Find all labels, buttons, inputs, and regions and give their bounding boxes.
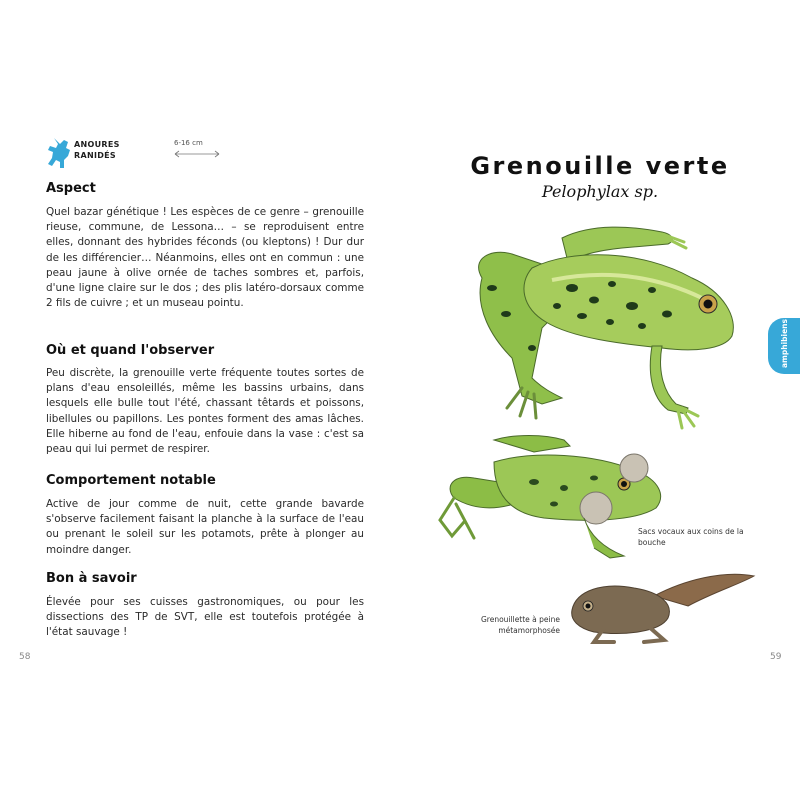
family-line-1: ANOURES bbox=[74, 140, 120, 149]
section-title-where-when: Où et quand l'observer bbox=[46, 343, 215, 358]
section-text-aspect: Quel bazar génétique ! Les espèces de ce genre – grenouille rieuse, commune, de Lessona… – se reproduisent entre elles, donnant des hybrides féconds (ou kleptons) ! Dur dur de les différencier… Néanmoins, elles ont en commun : une peau jaune à olive ornée de taches sombres et, parfois, d'une ligne claire sur le dos ; des plis latéro-dorsaux comme 2 fils de cuivre ; et un museau pointu. bbox=[46, 206, 364, 310]
family-line-2: RANIDÉS bbox=[74, 151, 116, 160]
caption-vocal-sacs: Sacs vocaux aux coins de la bouche bbox=[638, 527, 744, 547]
page-number-right: 59 bbox=[770, 652, 782, 662]
taxonomy-tag bbox=[46, 136, 206, 176]
section-title-good-to-know: Bon à savoir bbox=[46, 571, 137, 586]
family-label bbox=[74, 139, 120, 161]
section-title-behavior: Comportement notable bbox=[46, 473, 216, 488]
froglet-illustration bbox=[564, 562, 764, 652]
adult-frog-illustration bbox=[462, 218, 752, 444]
section-text-where-when: Peu discrète, la grenouille verte fréquente toutes sortes de plans d'eau ensoleillés, même les bassins urbains, dans lesquels elle bulle tout l'été, chassant têtards et poissons, libellules ou papillons. Les pontes forment des amas lâches. Elle hiberne au fond de l'eau, enfouie dans la vase : c'est sa peau qui lui permet de respirer. bbox=[46, 367, 364, 456]
size-range: 6-16 cm bbox=[174, 139, 203, 147]
section-title-aspect: Aspect bbox=[46, 181, 96, 196]
caption-froglet: Grenouillette à peine métamorphosée bbox=[481, 615, 560, 635]
page-number-left: 58 bbox=[19, 652, 31, 662]
section-text-good-to-know: Élevée pour ses cuisses gastronomiques, ou pour les dissections des TP de SVT, elle est toutefois protégée à l'état sauvage ! bbox=[46, 596, 364, 639]
category-tab-label: amphibiens bbox=[780, 319, 789, 368]
section-text-behavior: Active de jour comme de nuit, cette grande bavarde s'observe facilement faisant la planche à la surface de l'eau ou prenant le soleil sur les potamots, prête à plonger au moindre danger. bbox=[46, 498, 364, 556]
species-title: Grenouille verte bbox=[470, 152, 730, 180]
category-tab[interactable] bbox=[768, 318, 800, 374]
double-arrow-icon bbox=[174, 150, 220, 158]
right-page bbox=[400, 0, 800, 800]
frog-silhouette-icon bbox=[46, 136, 72, 170]
scientific-name: Pelophylax sp. bbox=[541, 182, 659, 201]
